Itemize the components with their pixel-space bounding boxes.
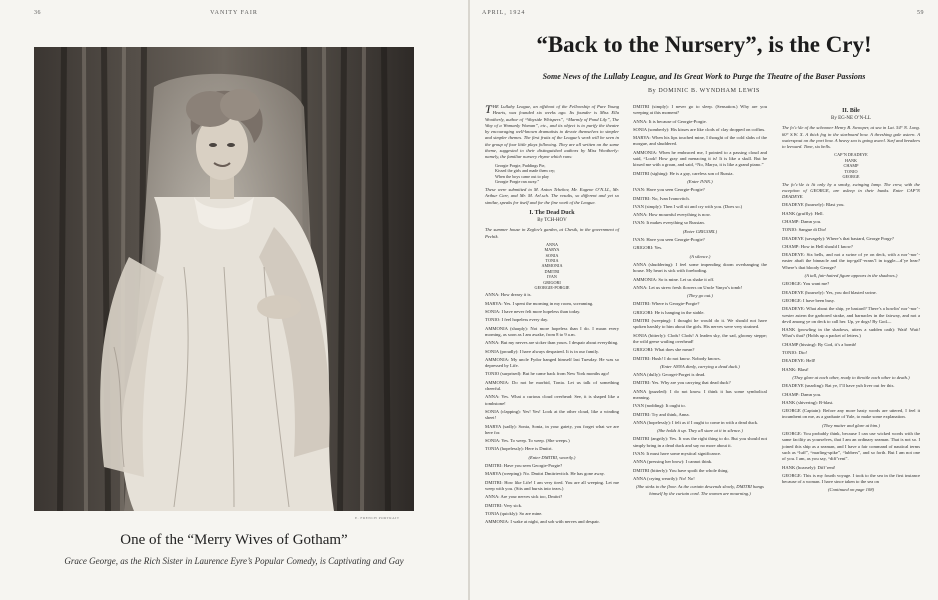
cast-member: CAP’N DEADEYE — [834, 152, 868, 158]
dialogue-line: IVAN: Have you seen Georgie-Porgie? — [633, 187, 705, 193]
dialogue-line: DMITRI (weeping): I thought he would do it. We should not have spoken harshly to him about the girls. His nerves were very strained. — [633, 318, 767, 330]
dialogue-1a — [485, 292, 619, 525]
dialogue-line: ANNA (dully): Georgei-Porgei is dead. — [633, 372, 706, 378]
dialogue-line: GEORGE: You probably think, because I can use wicked words with the same facility as yourselves, that I am an ordinary seaman. That is not so. I joined this ship as a seaman, and I have a fair command of nautical terms such as “luff”, “marling-spike”, “lubbers”, and so forth. But I am not one of you. I am, as you say, “diff’rent”. — [782, 431, 920, 462]
section-byline-2: By EG-NE O’N-LL — [831, 116, 871, 121]
dialogue-line: TONIO: Dio! — [782, 350, 808, 356]
dialogue-line: MARYA: When his lips touched mine, I thought of the cold slabs of the morgue, and shuddered. — [633, 135, 767, 147]
dialogue-line: (Continued on page 108) — [827, 487, 875, 493]
dialogue-line: GEORGE: You want me? — [782, 281, 830, 287]
dialogue-line: SONIA (bitterly): Clods! Clods! A leaden sky, the sad, gloomy steppe; the wild geese wailing overhead! — [633, 332, 767, 344]
dialogue-line: SONIA (clapping): Yes! Yes! Look at the other cloud, like a winding sheet! — [485, 408, 619, 421]
dialogue-line: ANNA (crying wearily): No! No! — [633, 475, 695, 481]
dialogue-line: CHAMP (hissing): By God, it’s a bomb! — [782, 341, 857, 347]
caption-title: One of the “Merry Wives of Gotham” — [120, 532, 348, 548]
rhyme-line: Kissed the girls and made them cry; — [495, 168, 556, 174]
dialogue-line: ANNA: Yes. What a curious cloud overhead: See, it is shaped like a tombstone! — [485, 394, 619, 406]
dialogue-line: DMITRI (bitterly): You have spoilt the whole thing. — [633, 467, 729, 473]
dialogue-line: MARYA: Yes. I spent the morning in my room, screaming. — [485, 300, 594, 306]
cast-member: MARYA — [544, 247, 560, 253]
column-2 — [633, 104, 767, 499]
dialogue-line: (She holds it up. They all stare at it in silence.) — [657, 428, 743, 434]
dialogue-line: ANNA: Are your nerves sick too, Dmitri? — [485, 494, 563, 500]
dialogue-line: ANNA: How mournful everything is now. — [633, 212, 711, 218]
dialogue-line: DEADEYE: Six bells, and not a swine of ye on deck, with a nor’-nor’-easter abaft the binnacle and the top-gall’-erans’l in toggle—d’ye hear? Where’s that bloody George? — [782, 252, 920, 270]
dialogue-line: AMMONIA: My uncle Fydor hanged himself last Tuesday. He was so depressed by Life. — [485, 356, 619, 369]
dialogue-line: IVAN (nodding): It ought to. — [633, 403, 686, 409]
dialogue-line: GEORGE: I have been busy. — [782, 297, 835, 303]
dialogue-2 — [782, 202, 920, 493]
dialogue-line: HANK (shivering): B-blast. — [782, 399, 834, 405]
dialogue-line: ANNA: But my nerves are sicker than yours. I despair about everything. — [485, 340, 619, 346]
cast-member: IVAN — [547, 274, 557, 280]
dialogue-line: AMMONIA: Do not be morbid, Tonia. Let us talk of something cheerful. — [485, 379, 619, 392]
dialogue-line: SONIA: I have never felt more hopeless than today. — [485, 309, 581, 315]
dialogue-line: (A tall, fair-haired figure appears in the shadows.) — [804, 273, 898, 279]
dialogue-line: GRIGORI: What does she mean? — [633, 347, 695, 353]
dialogue-line: DEADEYE (hoarsely): Yes, you dod blasted swine. — [782, 289, 877, 295]
dialogue-line: IVAN: Have you seen Georgie-Porgie? — [633, 237, 705, 243]
running-head-left: VANITY FAIR — [210, 10, 258, 16]
page-number-left: 36 — [34, 10, 41, 16]
rhyme-line: Georgie Porgie ran away.” — [495, 179, 540, 185]
scene-description-1: The summer house in Zeglov’s garden, at Chesik, in the government of Pechik. — [485, 227, 619, 239]
caption-subtitle: Grace George, as the Rich Sister in Laurence Eyre’s Popular Comedy, is Captivating and Gay — [64, 556, 404, 566]
dialogue-line: (They go out.) — [687, 293, 713, 299]
dialogue-line: DEADEYE (hoarsely): Blast you. — [782, 202, 845, 208]
dialogue-line: GEORGE: This is my fourth voyage. I took to the sea in the first instance because of a woman. I have since taken to the sea on — [782, 472, 920, 485]
dialogue-line: CHAMP: How in Hell should I know? — [782, 243, 853, 249]
rhyme-line: Georgie Porgie, Puddings Pie, — [495, 162, 546, 168]
article-headline: “Back to the Nursery”, is the Cry! — [536, 32, 872, 57]
dialogue-line: SONIA: Yes. To weep. To weep. (She weeps.) — [485, 438, 570, 444]
dialogue-line: (Enter DMITRI, wearily.) — [528, 454, 576, 460]
dialogue-line: MARYA (weeping): No. Dmitri Dmitrievitch. He has gone away. — [485, 471, 605, 477]
dialogue-line: AMMONIA: When he embraced me, I pointed to a passing cloud and said, “Look! How gray and menacing it is! It is like a skull. But he kissed me with a groan, and said, “No, Marya, it is like a grand piano.” — [633, 149, 767, 168]
section-title-1: I. The Dead Duck — [529, 209, 575, 216]
dialogue-line: HANK (gruffly): Hell. — [782, 210, 824, 216]
cast-member: GEORGIE-PORGIE — [534, 285, 570, 291]
dialogue-line: GRIGORI: Yes. — [633, 245, 663, 251]
dialogue-line: (A silence.) — [689, 253, 711, 259]
dialogue-line: HANK (prowling in the shadows, utters a sudden oath): Wait! Wait! What’s that? (Holds up a packet of letters.) — [782, 327, 920, 339]
dialogue-line: CHAMP: Damn you. — [782, 219, 822, 224]
submission-note: These were submitted to M. Anton Tchekov, Mr. Eugene O’N.LL, Mr. Arthur Carr, and Mr. M. Arl.sch. The results, so different and yet so similar, speaks for itself and for the fine work of the League. — [485, 187, 619, 205]
dialogue-line: IVAN: It makes everything so Russian. — [633, 220, 705, 226]
dialogue-line: ANNA (hopelessly): I felt as if I ought to come in with a dead duck. — [633, 419, 759, 425]
dialogue-line: (They mutter and glare at him.) — [822, 422, 880, 428]
dialogue-line: DMITRI: Where is Georgie-Porgie? — [633, 301, 700, 307]
dialogue-line: (They glare at each other, ready to throttle each other to death.) — [792, 374, 910, 380]
dialogue-line: CHAMP: Damn you. — [782, 391, 822, 397]
dialogue-line: ANNA (pressing her brow): I cannot think. — [633, 459, 713, 465]
article-deck: Some News of the Lullaby League, and Its Great Work to Purge the Theatre of the Baser Passions — [542, 72, 866, 81]
nursery-rhyme — [485, 163, 619, 185]
portrait-photo — [34, 47, 414, 511]
rhyme-line: When the boys came out to play — [495, 173, 549, 179]
dialogue-line: (She sinks to the floor. As the curtain descends slowly, DMITRI hangs himself by the curtain cord. The women are mourning.) — [636, 484, 764, 496]
cast-list-2 — [782, 152, 920, 179]
dialogue-line: DMITRI: No, Ivan Ivanovitch. — [633, 195, 690, 201]
dialogue-line: (Enter ANNA dimly, carrying a dead duck.) — [660, 363, 740, 369]
dialogue-line: ANNA: How dreary it is. — [485, 292, 532, 298]
cast-member: HANK — [844, 157, 858, 163]
article-byline: By DOMINIC B. WYNDHAM LEWIS — [648, 88, 760, 94]
dialogue-line: HANK (hoarsely): Diff’rent! — [782, 464, 836, 470]
column-1 — [485, 104, 619, 527]
dialogue-line: DEADEYE: Hell! — [782, 358, 816, 364]
dialogue-line: TONIO: I feel hopeless every day. — [485, 317, 549, 323]
cast-member: TONIA — [545, 258, 559, 264]
dialogue-line: ANNA (puzzled): I do not know. I think it has some symbolical meaning. — [633, 388, 767, 400]
scene-description-2: The fo’c’sle of the schooner Henry B. Swooper, at sea in Lat. 54° N. Long. 60° S.W. X. A thick fog in the starboard bow. A threshing gale astern. A waterspout on the port bow. A heavy sea is going aweel. Surf and breakers to leeward. Time, six bells. — [782, 125, 920, 150]
dialogue-line: TONIO: Sangue di Dio! — [782, 227, 827, 233]
dialogue-line: DMITRI (angrily): Yes. It was the right thing to do. But you should not simply bring in a dead duck and say no more about it. — [633, 436, 767, 448]
cast-member: CHAMP — [843, 163, 859, 169]
dialogue-line: ANNA: Let us strew fresh flowers on Uncle Vanya’s tomb! — [633, 284, 742, 290]
cast-member: SONIA — [545, 252, 559, 258]
dialogue-line: AMMONIA: So is mine. Let us shake it off. — [633, 276, 715, 282]
dialogue-line: ANNA (shuddering): I feel some impending doom overhanging the house. My heart is sick with foreboding. — [633, 261, 767, 274]
dialogue-line: DMITRI: Have you seen Georgie-Porgie? — [485, 463, 563, 469]
cast-member: TONIO — [844, 168, 858, 174]
left-page — [0, 0, 468, 600]
dialogue-line: IVAN (simply): Then I will sit and cry with you. (Does so.) — [633, 203, 743, 209]
dialogue-line: TONIA (hopelessly): Here is Dmitri. — [485, 446, 553, 452]
dialogue-line: DMITRI (simply): I never go to sleep. (Sensation.) Why are you weeping at this moment? — [633, 104, 767, 116]
dialogue-line: (Enter IVAN.) — [687, 178, 713, 184]
dialogue-line: TONIO (surprised): But he came back from New York months ago! — [485, 371, 610, 377]
section-title-2: II. Bile — [842, 108, 860, 114]
page-number-right: 59 — [917, 10, 924, 16]
dialogue-1b — [633, 104, 767, 497]
dialogue-line: AMMONIA: I wake at night, and sob with nerves and despair. — [485, 519, 600, 525]
scene-description-2b: The fo’c’sle is lit only by a smoky, swinging lamp. The crew, with the exception of GEORGE, are asleep in their bunks. Enter CAP’N DEADEYE. — [782, 181, 920, 200]
dialogue-line: SONIA (proudly): I have always despaired. It is in our family. — [485, 348, 600, 354]
dialogue-line: GEORGE (Captain): Before any more hasty words are uttered, I feel it incumbent on me, as a graduate of Yale, to make some explanation. — [782, 408, 920, 420]
dialogue-line: DMITRI: How like Life! I am very tired. You are all weeping. Let me weep with you. (Sits and bursts into tears.) — [485, 479, 619, 491]
cast-list-1 — [485, 242, 619, 291]
dialogue-line: DMITRI: Hush! I do not know. Nobody knows. — [633, 355, 721, 361]
intro-paragraph: THE Lullaby League, an offshoot of the Fellowship of Pure Young Hearts, was founded six weeks ago. Its founder is Miss Ella Wootherly, author of “Wayside Whispers”, “Marmly of Pond Lily”, The Way of a Womanly Woman”, etc., and its object is to purify the theatre by encouraging well-known dramatists to devote themselves to simpler and simpler themes. The first fruits of the League’s work will be seen in the group of four little plays following. They are all written on the same theme, suggested to their distinguished authors by Miss Wootherly: namely, the familiar nursery rhyme which runs: — [485, 102, 619, 160]
dialogue-line: DMITRI: Try and think, Anna. — [633, 411, 690, 417]
photo-credit: E. FRENCH PORTRAIT — [355, 516, 400, 520]
dialogue-line: AMMONIA (sharply): Not more hopeless than I do. I moan every morning, as soon as I am awake, from 8 to 9 a.m. — [485, 325, 619, 337]
dialogue-line: DEADEYE (savagely): Where’s that bastard, George Porgy? — [782, 235, 894, 241]
portrait-illustration — [34, 47, 414, 511]
dialogue-line: GRIGORI: He is hanging in the stable. — [633, 309, 705, 315]
dialogue-line: ANNA: It is because of Georgie-Porgie. — [633, 118, 707, 124]
cast-member: GEORGE — [842, 174, 860, 180]
column-3 — [782, 104, 920, 496]
dialogue-line: DMITRI: Very sick. — [485, 502, 523, 508]
dialogue-line: IVAN: It must have some mystical significance. — [633, 451, 722, 457]
dialogue-line: DMITRI: Yes. Why are you carrying that dead duck? — [633, 380, 731, 386]
dialogue-line: DEADEYE: What about the ship, ye bastard? There’s a howlin’ nor’-nor’-wester astern the garbored strake, and barnacles in the fairway, and not a devil among ye on deck to call her. Up, ye dogs! By God— — [782, 306, 920, 324]
cast-member: DMITRI — [544, 268, 560, 274]
dialogue-line: MARYA (sadly): Sonia, Sonia, in your gaiety, you forget what we are here for. — [485, 423, 619, 435]
dialogue-line: HANK: Blast! — [782, 366, 809, 372]
running-head-right: APRIL, 1924 — [482, 10, 526, 16]
dialogue-line: TONIA (quickly): So are mine. — [485, 510, 543, 516]
dialogue-line: (Enter GRIGORI.) — [682, 228, 718, 234]
cast-member: GRIGORI — [543, 279, 561, 285]
cast-member: AMMONIA — [541, 263, 563, 269]
dialogue-line: DMITRI (sighing): He is a gay, careless son of Russia. — [633, 170, 734, 176]
dialogue-line: SONIA (somberly): His kisses are like clods of clay dropped on coffins. — [633, 126, 766, 132]
section-byline-1: By TCH-HOV — [537, 217, 567, 223]
cast-member: ANNA — [545, 241, 559, 247]
dialogue-line: DEADEYE (snarling): Rat ye, I’ll have yuh liver out fer this. — [782, 383, 895, 389]
